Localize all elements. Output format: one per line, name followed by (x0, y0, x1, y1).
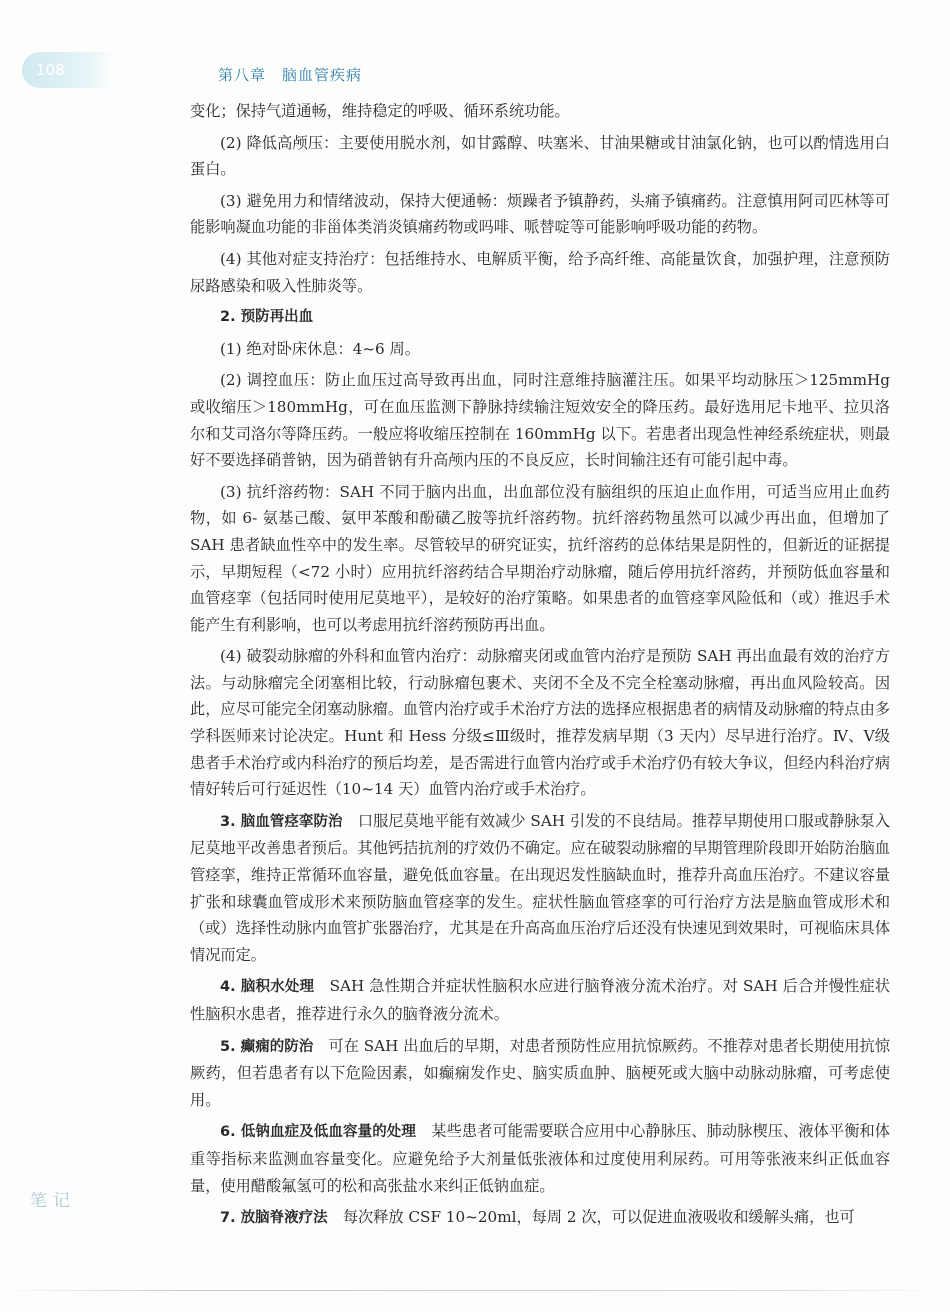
paragraph-lead-heading: 7. 放脑脊液疗法 (220, 1210, 328, 1227)
page-number-tab (22, 52, 114, 88)
chapter-title: 第八章 脑血管疾病 (218, 66, 363, 84)
paragraph: (3) 避免用力和情绪波动，保持大便通畅：烦躁者予镇静药，头痛予镇痛药。注意慎用阿司匹林等可能影响凝血功能的非甾体类消炎镇痛药物或吗啡、哌替啶等可能影响呼吸功能的药物。 (190, 191, 890, 237)
paragraph-text: 口服尼莫地平能有效减少 SAH 引发的不良结局。推荐早期使用口服或静脉泵入尼莫地平改善患者预后。其他钙拮抗剂的疗效仍不确定。应在破裂动脉瘤的早期管理阶段即开始防治脑血管痉挛，维持正常循环血容量，避免低血容量。在出现迟发性脑缺血时，推荐升高血压治疗。不建议容量扩张和球囊血管成形术来预防脑血管痉挛的发生。症状性脑血管痉挛的可行治疗方法是脑血管成形术和（或）选择性动脉内血管扩张器治疗，尤其是在升高高血压治疗后还没有快速见到效果时，可视临床具体情况而定。 (190, 811, 890, 964)
paragraph: (4) 破裂动脉瘤的外科和血管内治疗：动脉瘤夹闭或血管内治疗是预防 SAH 再出血最有效的治疗方法。与动脉瘤完全闭塞相比较，行动脉瘤包裹术、夹闭不全及不完全栓塞动脉瘤，再出血风险较高。因此，应尽可能完全闭塞动脉瘤。血管内治疗或手术治疗方法的选择应根据患者的病情及动脉瘤的特点由多学科医师来讨论决定。Hunt 和 Hess 分级≤Ⅲ级时，推荐发病早期（3 天内）尽早进行治疗。Ⅳ、Ⅴ级患者手术治疗或内科治疗的预后均差，是否需进行血管内治疗或手术治疗仍有较大争议，但经内科治疗病情好转后可行延迟性（10~14 天）血管内治疗或手术治疗。 (190, 647, 890, 799)
paragraph: 变化；保持气道通畅，维持稳定的呼吸、循环系统功能。 (190, 102, 570, 120)
paragraph-text: 每次释放 CSF 10~20ml，每周 2 次，可以促进血液吸收和缓解头痛，也可 (327, 1208, 855, 1227)
paragraph (190, 1204, 890, 1232)
section-heading: 2. 预防再出血 (220, 309, 314, 326)
paragraph-lead-heading: 6. 低钠血症及低血容量的处理 (220, 1124, 417, 1141)
paragraph (190, 1118, 890, 1199)
paragraph-text: 可在 SAH 出血后的早期，对患者预防性应用抗惊厥药。不推荐对患者长期使用抗惊厥药，但若患者有以下危险因素，如癫痫发作史、脑实质血肿、脑梗死或大脑中动脉动脉瘤，可考虑使用。 (190, 1036, 890, 1109)
paragraph (190, 1033, 890, 1114)
margin-note: 笔记 (30, 1191, 76, 1211)
page-number: 108 (36, 61, 65, 79)
paragraph: (2) 调控血压：防止血压过高导致再出血，同时注意维持脑灌注压。如果平均动脉压＞125mmHg 或收缩压＞180mmHg，可在血压监测下静脉持续输注短效安全的降压药。最好选用尼卡地平、拉贝洛尔和艾司洛尔等降压药。一般应将收缩压控制在 160mmHg 以下。若患者出现急性神经系统症状，则最好不要选择硝普钠，因为硝普钠有升高颅内压的不良反应，长时间输注还有可能引起中毒。 (190, 371, 890, 470)
paragraph-text: SAH 急性期合并症状性脑积水应进行脑脊液分流术治疗。对 SAH 后合并慢性症状性脑积水患者，推荐进行永久的脑脊液分流术。 (190, 977, 890, 1023)
paragraph: (2) 降低高颅压：主要使用脱水剂，如甘露醇、呋塞米、甘油果糖或甘油氯化钠，也可以酌情选用白蛋白。 (190, 133, 890, 179)
paragraph-lead-heading: 4. 脑积水处理 (220, 979, 315, 996)
paragraph: (3) 抗纤溶药物：SAH 不同于脑内出血，出血部位没有脑组织的压迫止血作用，可适当应用止血药物，如 6- 氨基己酸、氨甲苯酸和酚磺乙胺等抗纤溶药物。抗纤溶药物虽然可以减少再出血，但增加了 SAH 患者缺血性卒中的发生率。尽管较早的研究证实，抗纤溶药的总体结果是阴性的，但新近的证据提示，早期短程（<72 小时）应用抗纤溶药结合早期治疗动脉瘤，随后停用抗纤溶药，并预防低血容量和血管痉挛（包括同时使用尼莫地平），是较好的治疗策略。如果患者的血管痉挛风险低和（或）推迟手术能产生有利影响，也可以考虑用抗纤溶药预防再出血。 (190, 482, 890, 634)
bottom-divider (0, 1290, 950, 1291)
paragraph: (4) 其他对症支持治疗：包括维持水、电解质平衡，给予高纤维、高能量饮食，加强护理，注意预防尿路感染和吸入性肺炎等。 (190, 249, 890, 295)
paragraph (190, 808, 890, 969)
paragraph: (1) 绝对卧床休息：4~6 周。 (220, 339, 420, 358)
paragraph (190, 973, 890, 1027)
body-text (190, 98, 890, 1237)
paragraph-text: 某些患者可能需要联合应用中心静脉压、肺动脉楔压、液体平衡和体重等指标来监测血容量变化。应避免给予大剂量低张液体和过度使用利尿药。可用等张液来纠正低血容量，使用醋酸氟氢可的松和高张盐水来纠正低钠血症。 (190, 1122, 890, 1195)
paragraph-lead-heading: 3. 脑血管痉挛防治 (220, 813, 343, 830)
paragraph-lead-heading: 5. 癫痫的防治 (220, 1038, 314, 1055)
